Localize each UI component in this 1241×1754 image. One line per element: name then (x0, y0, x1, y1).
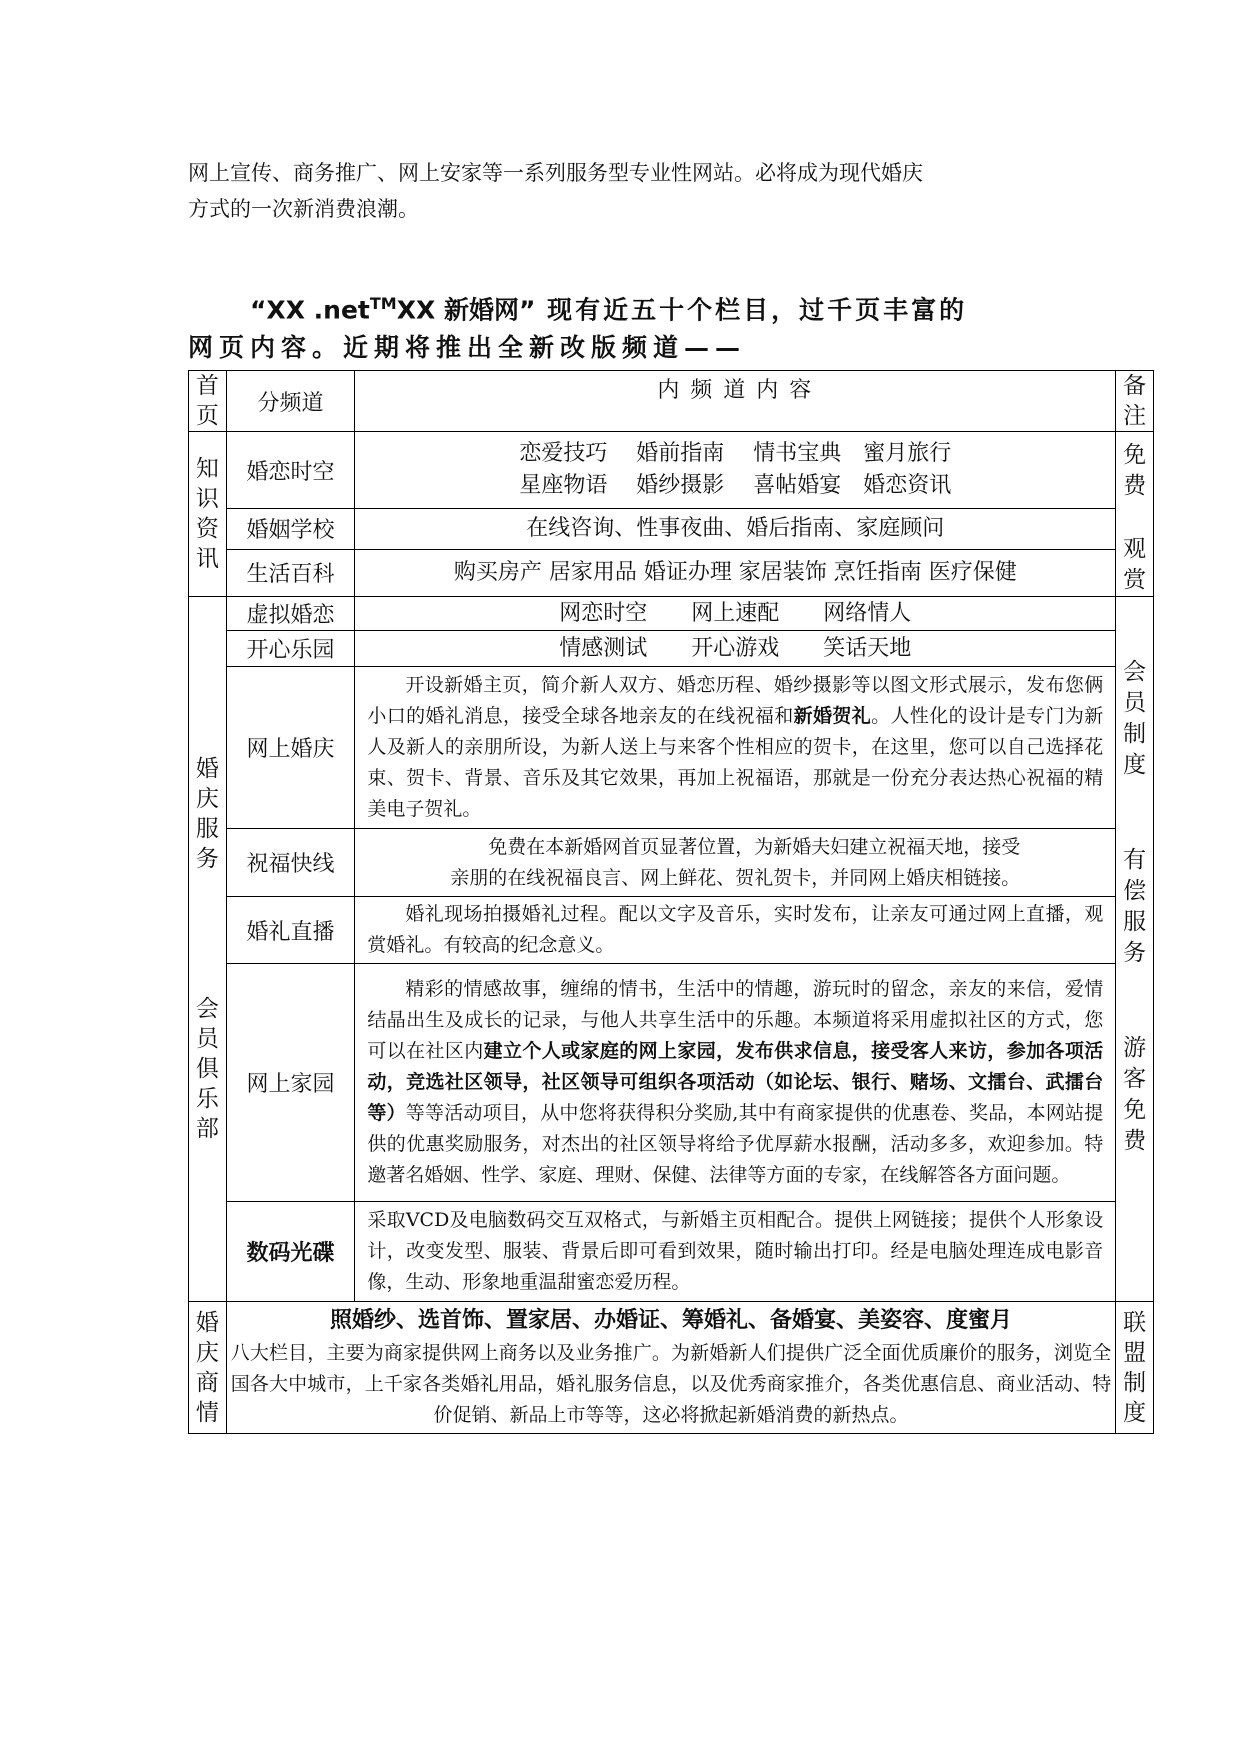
channel-content: 婚礼现场拍摄婚礼过程。配以文字及音乐，实时发布，让亲友可通过网上直播，观赏婚礼。有较高的纪念意义。 (355, 897, 1116, 964)
channel-content: 网恋时空 网上速配 网络情人 (355, 597, 1116, 631)
header-content: 内 频 道 内 容 (355, 371, 1116, 432)
channel-content: 情感测试 开心游戏 笑话天地 (355, 631, 1116, 667)
intro-paragraph (188, 155, 1088, 227)
business-content (226, 1302, 1116, 1434)
sub-channel-name: 网上婚庆 (226, 667, 355, 829)
intro-line-1: 网上宣传、商务推广、网上安家等一系列服务型专业性网站。必将成为现代婚庆 (188, 161, 923, 185)
section-label-business: 婚 庆 商 情 (189, 1302, 227, 1434)
channel-table (188, 370, 1154, 1434)
table-row (189, 631, 1154, 667)
sub-channel-name: 生活百科 (226, 549, 355, 596)
channel-content: 精彩的情感故事，缠绵的情书，生活中的情趣，游玩时的留念，亲友的来信，爱情结晶出生及成长的记录，与他人共享生活中的乐趣。本频道将采用虚拟社区的方式，您可以在社区内建立个人或家庭的网上家园，发布供求信息，接受客人来访，参加各项活动，竞选社区领导，社区领导可组织各项活动（如论坛、银行、赌场、文擂台、武擂台等）等等活动项目，从中您将获得积分奖励,其中有商家提供的优惠卷、奖品，本网站提供的优惠奖励服务，对杰出的社区领导将给予优厚薪水报酬，活动多多，欢迎参加。特邀著名婚姻、性学、家庭、理财、保健、法律等方面的专家，在线解答各方面问题。 (355, 964, 1116, 1202)
sub-channel-name: 婚恋时空 (226, 432, 355, 509)
remark-alliance: 联 盟 制 度 (1116, 1302, 1154, 1434)
table-row (189, 897, 1154, 964)
business-text: 八大栏目，主要为商家提供网上商务以及业务推广。为新婚新人们提供广泛全面优质廉价的服务，浏览全国各大中城市，上千家各类婚礼用品，婚礼服务信息，以及优秀商家推介，各类优惠信息、商业活动、特价促销、新品上市等等，这必将掀起新婚消费的新热点。 (230, 1342, 1112, 1426)
table-row (189, 549, 1154, 596)
business-title: 照婚纱、选首饰、置家居、办婚证、筹婚礼、备婚宴、美姿容、度蜜月 (329, 1308, 1012, 1333)
header-home: 首 页 (189, 371, 227, 432)
channel-content: 免费在本新婚网首页显著位置，为新婚夫妇建立祝福天地，接受 亲朋的在线祝福良言、网上鲜花、贺礼贺卡，并同网上婚庆相链接。 (355, 829, 1116, 897)
trademark-mark: TM (369, 294, 397, 313)
table-header-row (189, 371, 1154, 432)
remark-free-view: 免费 观赏 (1116, 432, 1154, 597)
section-label-wedding-service: 婚 庆 服 务 会 员 俱 乐 部 (189, 597, 227, 1302)
brand-name-a: “XX .net (250, 295, 370, 325)
header-remark: 备 注 (1116, 371, 1154, 432)
section-heading (188, 285, 1088, 367)
table-row (189, 432, 1154, 509)
heading-line-1-rest: 现有近五十个栏目，过千页丰富的 (547, 295, 968, 325)
sub-channel-name: 婚姻学校 (226, 509, 355, 550)
channel-content: 采取VCD及电脑数码交互双格式，与新婚主页相配合。提供上网链接；提供个人形象设计，改变发型、服装、背景后即可看到效果，随时输出打印。经是电脑处理连成电影音像，生动、形象地重温甜蜜恋爱历程。 (355, 1202, 1116, 1302)
header-sub-channel: 分频道 (226, 371, 355, 432)
table-row (189, 964, 1154, 1202)
sub-channel-name: 虚拟婚恋 (226, 597, 355, 631)
channel-content: 在线咨询、性事夜曲、婚后指南、家庭顾问 (355, 509, 1116, 550)
table-row (189, 829, 1154, 897)
sub-channel-name: 开心乐园 (226, 631, 355, 667)
table-row (189, 597, 1154, 631)
heading-line-1 (188, 285, 1088, 329)
brand-name-b: XX 新婚网” (396, 295, 536, 325)
sub-channel-name: 祝福快线 (226, 829, 355, 897)
channel-content: 开设新婚主页，简介新人双方、婚恋历程、婚纱摄影等以图文形式展示，发布您俩小口的婚礼消息，接受全球各地亲友的在线祝福和新婚贺礼。人性化的设计是专门为新人及新人的亲朋所设，为新人送上与来客个性相应的贺卡，在这里，您可以自己选择花束、贺卡、背景、音乐及其它效果，再加上祝福语，那就是一份充分表达热心祝福的精美电子贺礼。 (355, 667, 1116, 829)
section-label-knowledge: 知 识 资 讯 (189, 432, 227, 597)
channel-content: 购买房产 居家用品 婚证办理 家居装饰 烹饪指南 医疗保健 (355, 549, 1116, 596)
sub-channel-name: 数码光碟 (226, 1202, 355, 1302)
table-row (189, 1202, 1154, 1302)
table-row (189, 667, 1154, 829)
heading-line-2: 网页内容。近期将推出全新改版频道—— (188, 333, 747, 363)
remark-membership: 会员制度 有偿服务 游客免费 (1116, 597, 1154, 1302)
channel-content: 恋爱技巧 婚前指南 情书宝典 蜜月旅行 星座物语 婚纱摄影 喜帖婚宴 婚恋资讯 (355, 432, 1116, 509)
intro-line-2: 方式的一次新消费浪潮。 (188, 197, 419, 221)
sub-channel-name: 婚礼直播 (226, 897, 355, 964)
table-row (189, 1302, 1154, 1434)
sub-channel-name: 网上家园 (226, 964, 355, 1202)
table-row (189, 509, 1154, 550)
